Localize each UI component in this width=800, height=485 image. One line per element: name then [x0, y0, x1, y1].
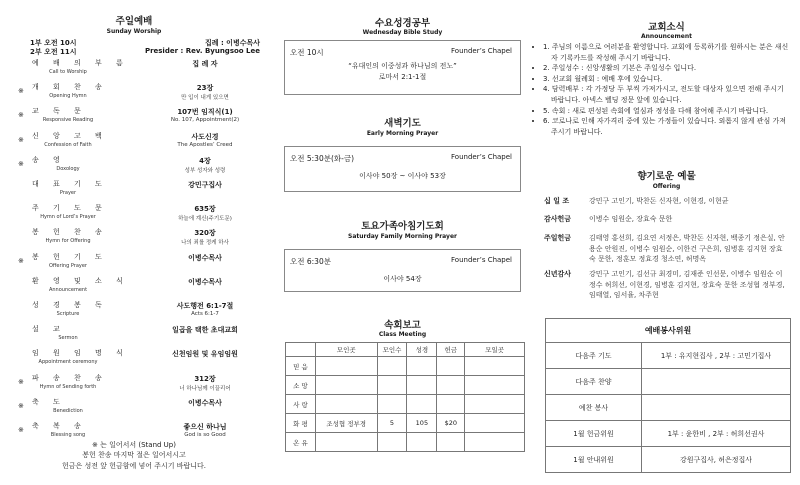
class-name-cell: 화 평: [286, 414, 316, 433]
order-item-detail: God is so Good: [184, 432, 226, 438]
class-meeting-header: [286, 343, 316, 357]
order-item-english: Hymn of Lord’s Prayer: [40, 214, 96, 221]
wednesday-topic: “유대인의 이중성과 하나님의 전노”: [348, 62, 457, 70]
order-item: [0, 178, 268, 202]
class-name-cell: 온 유: [286, 433, 316, 452]
order-item-name: 설 교: [32, 325, 66, 334]
order-item-value: 이병수목사: [188, 398, 222, 407]
service-role: 1월 안내위원: [546, 447, 642, 473]
stand-marker: ※: [18, 159, 24, 168]
order-item-english: Announcement: [48, 286, 88, 293]
order-item-value: 집 례 자: [192, 60, 218, 68]
order-item-detail: 하늘에 계신(주기도문): [178, 216, 232, 223]
class-meeting-table: [285, 342, 525, 452]
order-item: [0, 154, 268, 178]
order-item: [0, 202, 268, 226]
order-item-name: 개 회 찬 송: [32, 83, 108, 92]
service-assignee: 1부 : 유지현집사 , 2부 : 고민기집사: [642, 343, 791, 369]
worship-title: 주일예배: [115, 16, 153, 27]
order-item-value: 107번 임직식(1): [177, 108, 233, 117]
order-item-name: 축 도: [32, 397, 66, 406]
order-item-english: Opening Hymn: [49, 93, 87, 100]
order-item-name: 봉 헌 찬 송: [32, 228, 108, 237]
announcement-list: [543, 42, 789, 137]
class-name-cell: 소 망: [286, 376, 316, 395]
class-meeting-row: [286, 376, 525, 395]
service-row: [546, 343, 791, 369]
order-item: [0, 251, 268, 275]
stand-marker: ※: [18, 135, 24, 144]
order-item: [0, 299, 268, 323]
order-item-value: 23장: [196, 84, 214, 93]
order-item-english: Responsive Reading: [42, 117, 94, 124]
service-row: [546, 395, 791, 421]
class-name-cell: 믿 음: [286, 357, 316, 376]
order-item-value: 320장: [194, 229, 216, 238]
order-item-value: 사도행전 6:1-7절: [176, 302, 234, 310]
class-meeting-row: [286, 433, 525, 452]
stand-marker: ※: [18, 256, 24, 265]
order-item: [0, 105, 268, 129]
order-item-name: 예 배 의 부 름: [32, 59, 129, 67]
saturday-place: Founder’s Chapel: [451, 256, 512, 264]
class-meeting-cell: [377, 395, 407, 414]
class-meeting-header: 모인곳: [315, 343, 377, 357]
order-item: [0, 81, 268, 105]
order-item-detail: 만 입이 내게 있으면: [181, 95, 229, 102]
class-meeting-cell: $20: [437, 414, 465, 433]
class-meeting-title: 속회보고: [384, 320, 421, 331]
offering-note-1: 봉헌 찬송 마지막 절은 일어서시고: [82, 451, 186, 459]
service-assignee: 1부 : 윤한비 , 2부 : 허희선권사: [642, 421, 791, 447]
class-meeting-cell: [407, 433, 437, 452]
class-meeting-cell: [377, 357, 407, 376]
announcement-subtitle: Announcement: [641, 33, 692, 40]
order-item-detail: 성부 성자와 성령: [184, 167, 226, 174]
class-meeting-row: [286, 357, 525, 376]
order-item-english: Blessing song: [50, 432, 86, 438]
class-meeting-cell: 105: [407, 414, 437, 433]
order-item-value: 사도신경: [191, 132, 219, 141]
class-meeting-cell: [315, 395, 377, 414]
saturday-scripture: 이사야 54장: [383, 275, 422, 283]
order-item-value: 이병수목사: [188, 277, 222, 286]
presider-korean: 집례 : 이병수목사: [204, 39, 260, 47]
class-meeting-row: [286, 395, 525, 414]
saturday-time: 오전 6:30분: [290, 257, 331, 266]
stand-up-note: ※ 는 일어서서 (Stand Up): [92, 441, 176, 449]
service-time-2: 2부 오전 11시: [30, 48, 77, 56]
stand-marker: ※: [18, 87, 24, 96]
class-meeting-header: 헌금: [437, 343, 465, 357]
order-item: [0, 396, 268, 420]
offering-names: 김태영 홍선희, 김요연 서정은, 박찬돈 신자현, 백종기 정은실, 안용순 안원진, 이병수 임원순, 이한건 구은희, 임병훈 김지현 장효숙 문한, 정훈모 정효경 청소연, 허명옥: [589, 234, 785, 263]
order-item-name: 축 복 송: [32, 422, 87, 430]
class-meeting-header: 모일곳: [465, 343, 525, 357]
class-meeting-cell: [407, 395, 437, 414]
class-meeting-subtitle: Class Meeting: [378, 331, 427, 338]
offering-names: 이병수 임원순, 장효숙 문한: [589, 215, 673, 223]
order-item-value: 좋으신 하나님: [183, 423, 227, 431]
wednesday-scripture: 로마서 2:1-1절: [378, 73, 427, 81]
order-item-value: 일곱을 택한 초대교회: [172, 326, 238, 335]
offering-label: 감사헌금: [544, 215, 572, 223]
order-item-english: Prayer: [59, 190, 77, 196]
order-item: [0, 275, 268, 299]
class-meeting-cell: [465, 433, 525, 452]
order-item-name: 주 기 도 문: [32, 204, 108, 213]
class-name-cell: 사 랑: [286, 395, 316, 414]
order-item-english: Hymn of Sending forth: [39, 383, 97, 390]
offering-label: 주일헌금: [544, 234, 572, 242]
dawn-box: [284, 146, 521, 192]
dawn-place: Founder’s Chapel: [451, 153, 512, 161]
order-item-english: Confession of Faith: [44, 141, 92, 148]
stand-marker: ※: [18, 426, 24, 434]
class-meeting-cell: [465, 414, 525, 433]
class-meeting-cell: [377, 433, 407, 452]
news-column: [533, 0, 800, 485]
order-item-english: Call to Worship: [49, 69, 87, 75]
order-item-detail: 너 하나님께 이끌리어: [179, 385, 231, 392]
order-item-english: Hymn for Offering: [45, 238, 91, 245]
offering-subtitle: Offering: [652, 183, 681, 190]
order-item-detail: The Apostles’ Creed: [177, 141, 233, 148]
service-role: 다음주 기도: [546, 343, 642, 369]
order-item-value: 신천임원 및 유임임원: [172, 350, 238, 359]
order-item-english: Benediction: [53, 407, 83, 414]
class-meeting-cell: [377, 376, 407, 395]
saturday-subtitle: Saturday Family Morning Prayer: [348, 233, 457, 240]
stand-marker: ※: [18, 377, 24, 386]
worship-subtitle: Sunday Worship: [106, 28, 162, 35]
order-item: [0, 57, 268, 81]
order-item-name: 봉 헌 기 도: [32, 252, 108, 261]
order-item: [0, 130, 268, 154]
order-item-english: Offering Prayer: [49, 262, 87, 269]
announcement-item: • 1. 주님의 이름으로 여러분을 환영합니다. 교회에 등록하기를 원하시는 분은 새신자 기록카드를 작성해 주시기 바랍니다.: [543, 42, 789, 63]
sunday-worship-column: [0, 0, 268, 485]
announcement-title: 교회소식: [648, 22, 685, 33]
announcement-item: • 3. 선교회 월례회 : 예배 후에 있습니다.: [543, 74, 789, 85]
class-meeting-cell: [465, 376, 525, 395]
class-meeting-cell: [407, 376, 437, 395]
saturday-box: [284, 249, 521, 292]
class-meeting-cell: [465, 395, 525, 414]
service-role: 다음주 찬양: [546, 369, 642, 395]
service-time-1: 1부 오전 10시: [30, 39, 77, 47]
order-item-name: 교 독 문: [32, 107, 87, 116]
saturday-title: 토요가족아침기도회: [361, 221, 444, 232]
service-row: [546, 447, 791, 473]
class-meeting-cell: [465, 357, 525, 376]
service-assignee: 강원구집사, 허은정집사: [642, 447, 791, 473]
class-meeting-header: 모인수: [377, 343, 407, 357]
offering-label: 십 일 조: [544, 197, 570, 205]
offering-label: 신년감사: [544, 270, 572, 278]
order-item-english: Appointment ceremony: [38, 359, 98, 366]
order-item-detail: Acts 6:1-7: [191, 311, 219, 317]
class-meeting-cell: [315, 433, 377, 452]
order-item-name: 송 영: [32, 155, 66, 164]
announcement-item: • 5. 속회 : 새로 편성된 속회에 열심과 정성을 다해 참여해 주시기 바랍니다.: [543, 106, 789, 117]
service-assignee: [642, 395, 791, 421]
announcement-item: • 6. 코로나로 인해 자가격리 중에 있는 가정들이 있습니다. 외롭지 않게 관심 가져 주시기 바랍니다.: [543, 116, 789, 137]
announcement-item: • 4. 담력배부 : 각 가정당 두 부씩 가져가시고, 전도할 대상자 있으면 전해 주시기 바랍니다. 아넥스 벨딩 정문 앞에 있습니다.: [543, 84, 789, 105]
service-committee-table: [545, 318, 791, 473]
order-item-english: Doxology: [56, 165, 80, 172]
order-item-name: 임 원 임 명 식: [32, 349, 129, 358]
class-meeting-cell: [315, 376, 377, 395]
offering-names: 강민구 고인기, 박찬돈 신자현, 이현경, 이현균: [589, 197, 729, 205]
prayer-meetings-column: [275, 0, 530, 485]
announcement-item: • 2. 주일성수 : 신앙생활의 기본은 주일성수 입니다.: [543, 63, 789, 74]
order-item-value: 635장: [194, 205, 216, 214]
order-item-name: 환 영 및 소 식: [32, 276, 129, 285]
class-meeting-cell: [437, 433, 465, 452]
service-committee-title: 예배봉사위원: [546, 319, 791, 343]
presider-english: Presider : Rev. Byungsoo Lee: [144, 47, 260, 55]
order-item-name: 파 송 찬 송: [32, 373, 108, 382]
service-role: 1월 헌금위원: [546, 421, 642, 447]
stand-marker: ※: [18, 401, 24, 410]
service-role: 예찬 봉사: [546, 395, 642, 421]
class-meeting-cell: [437, 357, 465, 376]
order-item: [0, 226, 268, 250]
stand-marker: ※: [18, 111, 24, 120]
order-item-detail: No. 107, Appointment(2): [170, 117, 240, 124]
class-meeting-header: 성경: [407, 343, 437, 357]
offering-names: 강민구 고인기, 김선규 최경미, 김재준 인선문, 이병수 임원순 이정수 허희선, 이현경, 임병훈 김지현, 장효숙 문한 조성협 정부경, 임태열, 임서율, 차주현: [589, 270, 785, 299]
order-item: [0, 347, 268, 371]
class-meeting-cell: [437, 376, 465, 395]
service-row: [546, 369, 791, 395]
class-meeting-cell: [315, 357, 377, 376]
order-item-value: 이병수목사: [188, 253, 222, 262]
wednesday-subtitle: Wednesday Bible Study: [362, 29, 443, 36]
order-item-value: 강민구집사: [188, 181, 222, 189]
order-item: [0, 372, 268, 396]
dawn-title: 새벽기도: [384, 118, 421, 129]
offering-title: 향기로운 예물: [637, 171, 696, 182]
order-item-english: Scripture: [56, 311, 80, 317]
class-meeting-cell: [407, 357, 437, 376]
class-meeting-cell: 5: [377, 414, 407, 433]
wednesday-box: [284, 40, 521, 95]
order-item-english: Sermon: [58, 335, 78, 342]
wednesday-title: 수요성경공부: [374, 18, 431, 29]
dawn-scripture: 이사야 50장 ~ 이사야 53장: [359, 172, 446, 180]
order-item: [0, 323, 268, 347]
wednesday-place: Founder’s Chapel: [451, 47, 512, 55]
service-row: [546, 421, 791, 447]
offering-note-2: 헌금은 성전 앞 헌금함에 넣어 주시기 바랍니다.: [61, 462, 207, 470]
order-item-name: 신 앙 고 백: [32, 131, 108, 140]
class-meeting-row: [286, 414, 525, 433]
wednesday-time: 오전 10시: [290, 48, 324, 57]
order-item-value: 4장: [199, 156, 211, 165]
order-item-value: 312장: [194, 374, 216, 383]
order-item-name: 성 경 봉 독: [32, 301, 108, 309]
service-assignee: [642, 369, 791, 395]
order-item-name: 대 표 기 도: [32, 180, 108, 188]
class-meeting-cell: 조성협 정부경: [315, 414, 377, 433]
order-item-detail: 나의 죄를 정케 하사: [181, 240, 229, 247]
dawn-subtitle: Early Morning Prayer: [366, 130, 439, 137]
class-meeting-cell: [437, 395, 465, 414]
dawn-time: 오전 5:30분(화-금): [290, 154, 355, 163]
